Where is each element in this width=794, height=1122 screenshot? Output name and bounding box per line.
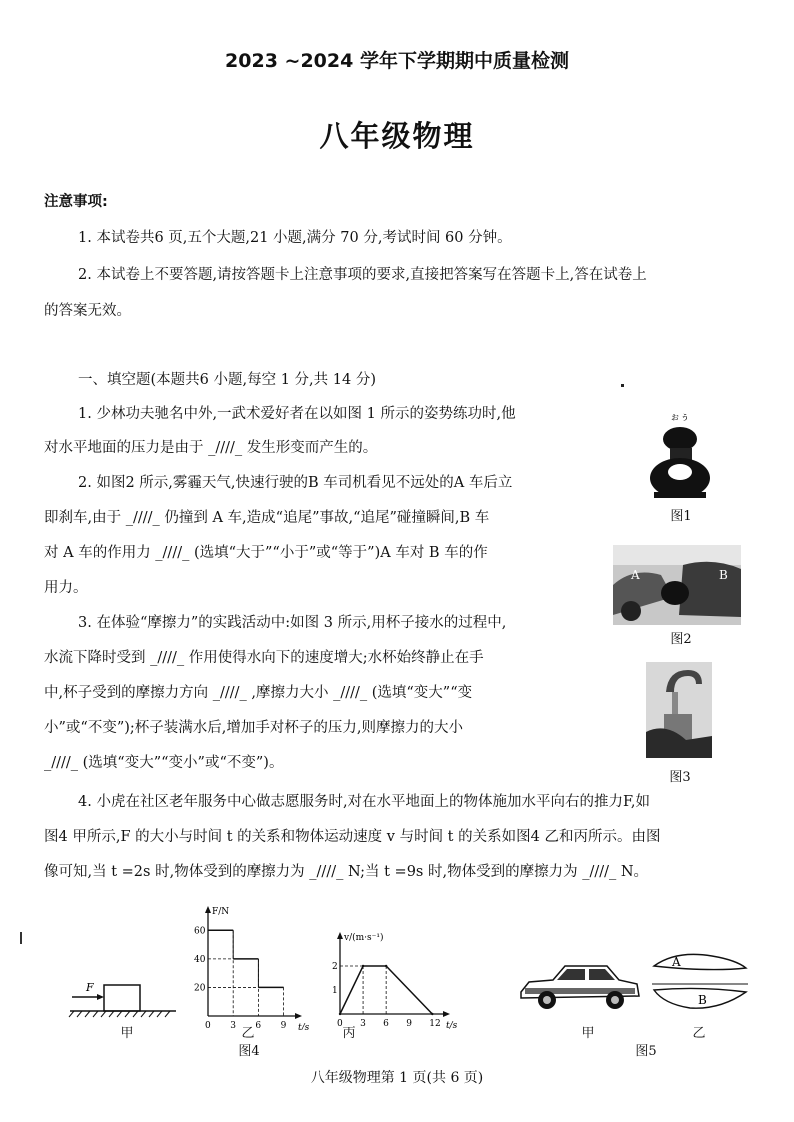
x-tick-label: 12 xyxy=(429,1019,441,1029)
q3-line3: 中,杯子受到的摩擦力方向 _////_ ,摩擦力大小 _////_ (选填“变大”“变 xyxy=(44,685,473,701)
exam-title: 2023 ~2024 学年下学期期中质量检测 xyxy=(225,50,569,72)
q2-line1: 2. 如图2 所示,雾霾天气,快速行驶的B 车司机看见不远处的A 车后立 xyxy=(78,475,513,491)
fig2-photo xyxy=(613,545,741,625)
fig4-bing-caption: 丙 xyxy=(342,1026,356,1041)
y-tick-label: 20 xyxy=(194,983,206,994)
x-tick-label: 9 xyxy=(406,1019,412,1029)
fig3-caption: 图3 xyxy=(669,770,691,785)
fig5-shape-a xyxy=(654,954,746,969)
fig4-yi-chart xyxy=(188,898,318,1030)
q3-line5: _////_ (选填“变大”“变小”或“不变”)。 xyxy=(44,755,284,771)
x-tick-label: 3 xyxy=(230,1021,236,1030)
fig5-label-a: A xyxy=(672,955,681,969)
fig4-yi-caption: 乙 xyxy=(241,1026,255,1041)
y-axis-label: F/N xyxy=(212,907,230,917)
q4-line3: 像可知,当 t =2s 时,物体受到的摩擦力为 _////_ N;当 t =9s 时,物体受到的摩擦力为 _////_ N。 xyxy=(44,864,649,880)
fig5-jia-caption: 甲 xyxy=(581,1026,595,1041)
y-axis-arrow xyxy=(337,932,343,939)
v-point xyxy=(431,1013,433,1015)
notice-item-1: 1. 本试卷共6 页,五个大题,21 小题,满分 70 分,考试时间 60 分钟。 xyxy=(78,230,512,246)
q2-line4: 用力。 xyxy=(44,580,88,596)
fig2-caption: 图2 xyxy=(670,632,692,647)
fig4-bing-chart xyxy=(318,922,458,1030)
fig5-label-b: B xyxy=(698,993,707,1007)
q4-line1: 4. 小虎在社区老年服务中心做志愿服务时,对在水平地面上的物体施加水平向右的推力F,如 xyxy=(78,794,650,810)
fig5-yi-diagram xyxy=(650,948,750,1020)
y-tick-label: 60 xyxy=(194,926,206,937)
y-axis-arrow xyxy=(205,906,211,913)
y-tick-label: 40 xyxy=(194,954,206,965)
section1-heading: 一、填空题(本题共6 小题,每空 1 分,共 14 分) xyxy=(78,372,376,388)
fig4-block xyxy=(104,985,140,1011)
fig1-illustration xyxy=(640,402,720,502)
notice-item-2: 2. 本试卷上不要答题,请按答题卡上注意事项的要求,直接把答案写在答题卡上,答在试卷上 xyxy=(78,267,647,283)
v-point xyxy=(339,1013,341,1015)
stray-dot xyxy=(621,384,624,387)
q2-line3: 对 A 车的作用力 _////_ (选填“大于”“小于”或“等于”)A 车对 B 车的作 xyxy=(44,545,488,561)
y-tick-label: 1 xyxy=(332,986,338,996)
q4-line2: 图4 甲所示,F 的大小与时间 t 的关系和物体运动速度 v 与时间 t 的关系如图4 乙和丙所示。由图 xyxy=(44,829,661,845)
fig1-caption: 图1 xyxy=(670,509,692,524)
fig4-jia-diagram xyxy=(68,975,178,1023)
notice-heading: 注意事项: xyxy=(44,194,108,210)
x-tick-label: 0 xyxy=(337,1019,343,1029)
q1-line1: 1. 少林功夫驰名中外,一武术爱好者在以如图 1 所示的姿势练功时,他 xyxy=(78,406,516,422)
q1-line2: 对水平地面的压力是由于 _////_ 发生形变而产生的。 xyxy=(44,440,378,456)
q2-line2: 即刹车,由于 _////_ 仍撞到 A 车,造成“追尾”事故,“追尾”碰撞瞬间,B 车 xyxy=(44,510,490,526)
subject-title: 八年级物理 xyxy=(319,119,475,153)
x-tick-label: 6 xyxy=(255,1021,262,1030)
fig4-force-label: F xyxy=(86,981,94,994)
x-axis-label: t/s xyxy=(446,1021,458,1030)
y-axis-label: v/(m·s⁻¹) xyxy=(344,933,384,943)
q3-line1: 3. 在体验“摩擦力”的实践活动中:如图 3 所示,用杯子接水的过程中, xyxy=(78,615,507,631)
q3-line4: 小”或“不变”);杯子装满水后,增加手对杯子的压力,则摩擦力的大小 xyxy=(44,720,463,736)
x-axis-arrow xyxy=(295,1013,302,1019)
fig4-caption: 图4 xyxy=(238,1044,260,1059)
x-tick-label: 6 xyxy=(383,1019,389,1029)
fig1-top-text: ぉぅ xyxy=(670,412,690,423)
x-tick-label: 3 xyxy=(360,1019,366,1029)
x-tick-label: 0 xyxy=(205,1021,211,1030)
fig2-label-a: A xyxy=(631,568,640,582)
y-tick-label: 2 xyxy=(332,962,338,972)
page-footer: 八年级物理第 1 页(共 6 页) xyxy=(310,1070,484,1086)
notice-item-2-cont: 的答案无效。 xyxy=(44,303,131,319)
fig5-caption: 图5 xyxy=(635,1044,657,1059)
fig4-jia-caption: 甲 xyxy=(120,1026,134,1041)
fig5-jia-car xyxy=(515,958,643,1014)
margin-mark xyxy=(20,932,22,944)
q3-line2: 水流下降时受到 _////_ 作用使得水向下的速度增大;水杯始终静止在手 xyxy=(44,650,484,666)
x-axis-arrow xyxy=(443,1011,450,1017)
x-tick-label: 9 xyxy=(280,1021,287,1030)
fig2-label-b: B xyxy=(719,568,728,582)
x-axis-label: t/s xyxy=(298,1023,310,1030)
fig3-photo xyxy=(646,662,712,758)
fig5-yi-caption: 乙 xyxy=(692,1026,706,1041)
